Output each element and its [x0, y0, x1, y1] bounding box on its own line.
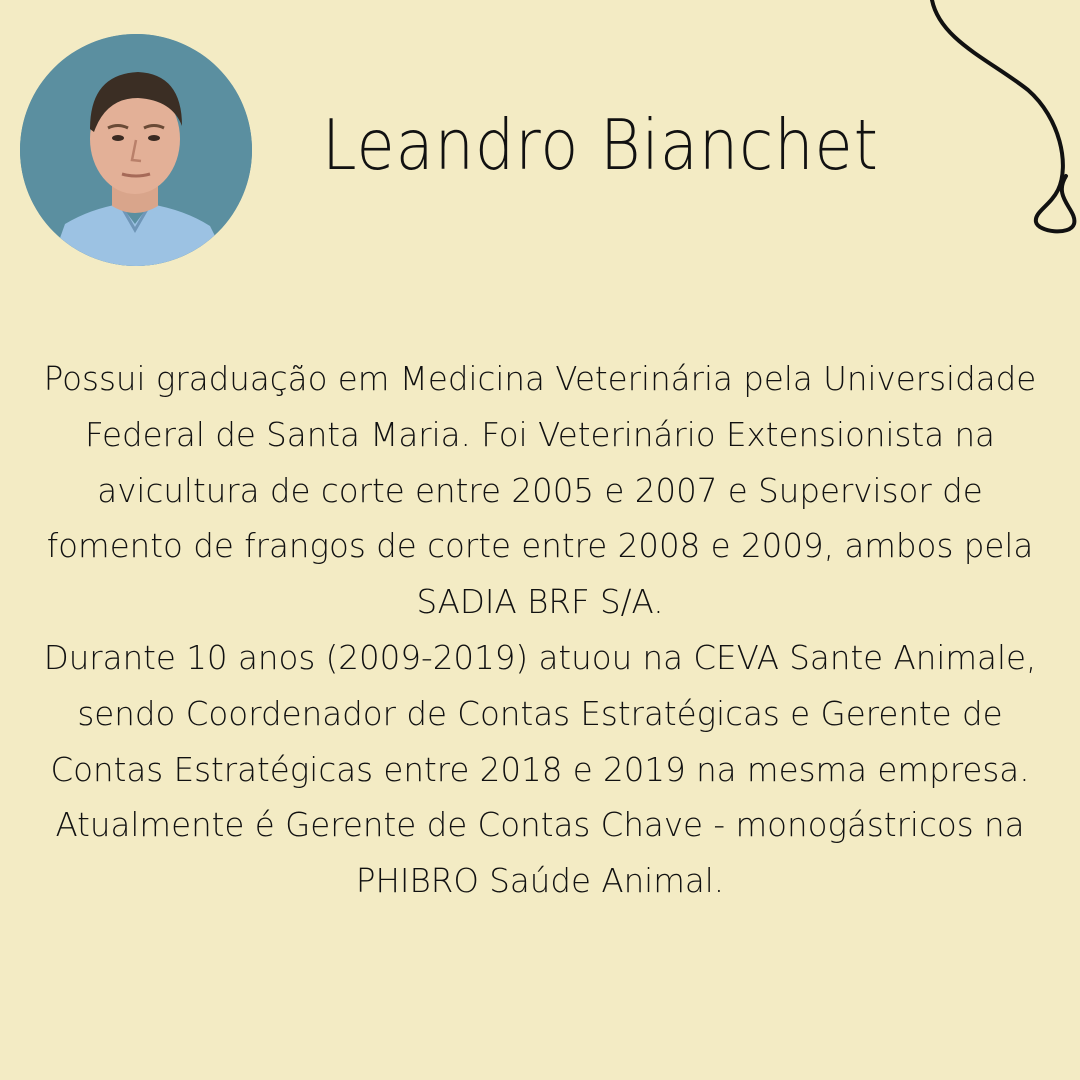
portrait-icon — [20, 34, 252, 266]
person-name: Leandro Bianchet — [322, 104, 879, 186]
bio-paragraph-current: Atualmente é Gerente de Contas Chave - monogástricos na PHIBRO Saúde Animal. — [55, 806, 1025, 901]
profile-photo — [20, 34, 252, 266]
bio-paragraph-ceva: Durante 10 anos (2009-2019) atuou na CEVA Sante Animale, sendo Coordenador de Contas Estratégicas e Gerente de Contas Estratégicas entre 2018 e 2019 na mesma empresa. — [43, 638, 1037, 789]
biography — [30, 352, 1050, 910]
bio-paragraph-education: Possui graduação em Medicina Veterinária pela Universidade Federal de Santa Maria. Foi Veterinário Extensionista na avicultura de corte entre 2005 e 2007 e Supervisor de fomento de frangos de corte entre 2008 e 2009, ambos pela SADIA BRF S/A. — [43, 360, 1037, 622]
curly-line-decoration-icon — [920, 0, 1080, 250]
